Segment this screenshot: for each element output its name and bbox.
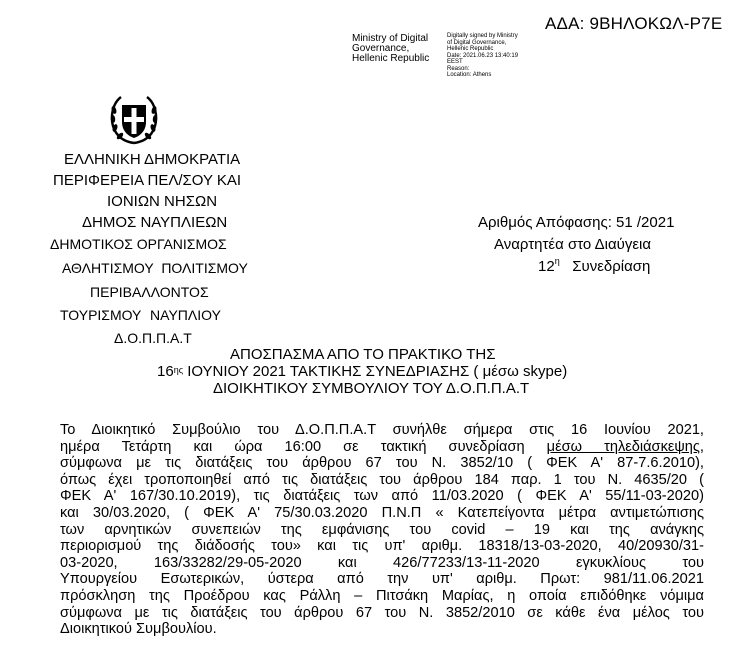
- signature-detail-line: Date: 2021.06.23 13:40:19: [447, 52, 519, 59]
- coat-of-arms-icon: [108, 94, 160, 146]
- body-paragraph: [60, 422, 704, 638]
- signature-detail-line: Hellenic Republic: [447, 46, 494, 52]
- signature-detail-line: Digitally signed by Ministry: [447, 33, 518, 39]
- signature-signer: [352, 34, 429, 64]
- session-number: 12: [538, 258, 555, 275]
- body-line-part: ,: [699, 438, 704, 455]
- document-title-line: [157, 364, 567, 380]
- title-day-superscript: ης: [173, 365, 184, 375]
- session-superscript: η: [554, 256, 560, 266]
- title-line2-rest: ΙΟΥΝΙΟΥ 2021 ΤΑΚΤΙΚΗΣ ΣΥΝΕΔΡΙΑΣΗΣ ( μέσω skype): [183, 363, 568, 380]
- issuer-line: ΔΗΜΟΣ ΝΑΥΠΛΙΕΩΝ: [82, 214, 228, 231]
- signature-detail-line: of Digital Governance,: [447, 39, 507, 46]
- signature-detail-line: Location: Athens: [447, 72, 492, 78]
- body-line-underlined: μέσω τηλεδιάσκεψης: [546, 438, 700, 455]
- body-line: των αρνητικών συνεπειών της εμφάνισης του covid – 19 και της ανάγκης: [60, 521, 704, 538]
- body-line: Διοικητικού Συμβουλίου.: [60, 621, 217, 638]
- issuer-block: [52, 149, 241, 233]
- signature-detail-line: EEST: [447, 59, 463, 65]
- issuer-line: ΙΟΝΙΩΝ ΝΗΣΩΝ: [107, 193, 218, 210]
- signature-detail-line: Reason:: [447, 65, 470, 72]
- ada-code: ΑΔΑ: 9ΒΗΛΟΚΩΛ-Ρ7Ε: [545, 14, 723, 33]
- body-line: Υπουργείου Εσωτερικών, ύστερα από την υπ' αριθμ. Πρωτ: 981/11.06.2021: [60, 571, 704, 588]
- decision-session: [538, 258, 650, 275]
- body-line: Το Διοικητικό Συμβούλιο του Δ.Ο.Π.Π.Α.Τ συνήλθε σήμερα στις 16 Ιουνίου 2021,: [60, 422, 704, 438]
- document-title-line: ΔΙΟΙΚΗΤΙΚΟΥ ΣΥΜΒΟΥΛΙΟΥ ΤΟΥ Δ.Ο.Π.Π.Α.Τ: [213, 380, 530, 397]
- issuer-line: ΕΛΛΗΝΙΚΗ ΔΗΜΟΚΡΑΤΙΑ: [64, 151, 241, 168]
- body-line: πρόσκληση της Προέδρου κας Ράλλη – Πιτσάκη Μαρίας, η οποία επιδόθηκε νόμιμα: [60, 587, 704, 604]
- body-line: ΦΕΚ Α' 167/30.10.2019), τις διατάξεις των από 11/03.2020 ( ΦΕΚ Α' 55/11-03-2020): [60, 488, 704, 505]
- org-line: ΤΟΥΡΙΣΜΟΥ ΝΑΥΠΛΙΟΥ: [60, 307, 221, 323]
- body-line-part: ημέρα Τετάρτη και ώρα 16:00 σε τακτική συνεδρίαση: [60, 438, 547, 455]
- body-line: περιορισμού της διάδοσής του» και τις υπ' αριθμ. 18318/13-03-2020, 40/20930/31-: [60, 538, 704, 555]
- signer-line: Hellenic Republic: [352, 53, 430, 64]
- signer-line: Ministry of Digital: [352, 33, 429, 44]
- org-line: ΔΗΜΟΤΙΚΟΣ ΟΡΓΑΝΙΣΜΟΣ: [50, 236, 227, 252]
- org-line: ΑΘΛΗΤΙΣΜΟΥ ΠΟΛΙΤΙΣΜΟΥ: [62, 260, 248, 276]
- signer-line: Governance,: [352, 43, 410, 54]
- body-line: και 30/03.2020, ( ΦΕΚ Α' 75/30.03.2020 Π.Ν.Π « Κατεπείγοντα μέτρα αντιμετώπισης: [60, 504, 704, 521]
- document-title-line: ΑΠΟΣΠΑΣΜΑ ΑΠΟ ΤΟ ΠΡΑΚΤΙΚΟ ΤΗΣ: [230, 346, 496, 363]
- decision-posting: Αναρτητέα στο Διαύγεια: [494, 236, 652, 253]
- body-line: [60, 439, 704, 456]
- title-day: 16: [157, 363, 174, 380]
- issuer-line: ΠΕΡΙΦΕΡΕΙΑ ΠΕΛ/ΣΟΥ ΚΑΙ: [53, 172, 242, 189]
- session-label: Συνεδρίαση: [572, 258, 651, 275]
- body-line: 03-2020, 163/33282/29-05-2020 και 426/77233/13-11-2020 εγκυκλίους του: [60, 554, 704, 571]
- signature-details: [447, 33, 518, 79]
- body-line: όπως έχει τροποποιηθεί από τις διατάξεις του άρθρου 184 παρ. 1 του Ν. 4635/20 (: [60, 471, 704, 488]
- org-line: ΠΕΡΙΒΑΛΛΟΝΤΟΣ: [90, 284, 209, 300]
- org-line: Δ.Ο.Π.Π.Α.Τ: [114, 330, 192, 346]
- body-line: σύμφωνα με τις διατάξεις του άρθρου 67 του Ν. 3852/2010 σε κάθε ένα μέλος του: [60, 604, 704, 621]
- body-line: σύμφωνα με τις διατάξεις του άρθρου 67 του Ν. 3852/10 ( ΦΕΚ Α' 87-7.6.2010),: [60, 455, 704, 472]
- decision-number: Αριθμός Απόφασης: 51 /2021: [478, 214, 675, 231]
